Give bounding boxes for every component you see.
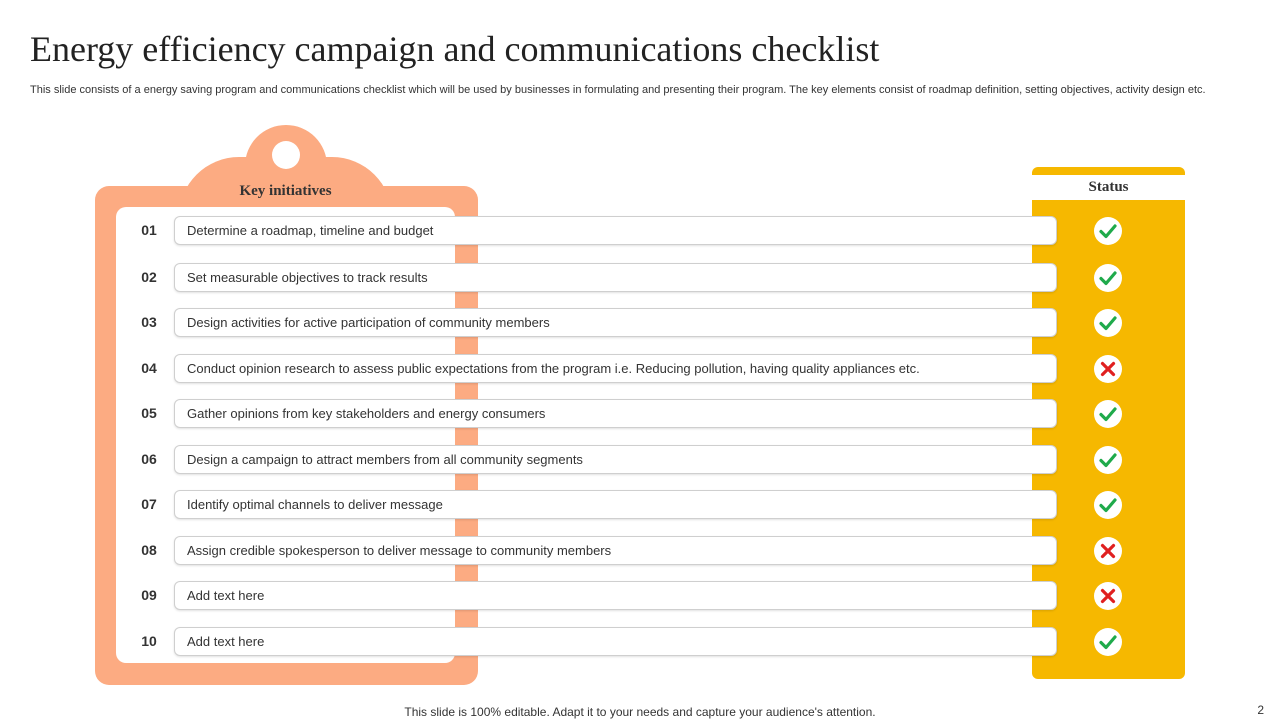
- checklist-item: Gather opinions from key stakeholders and energy consumers: [174, 399, 1057, 428]
- check-icon: [1094, 400, 1122, 428]
- row-number: 08: [141, 542, 157, 558]
- status-header: Status: [1032, 175, 1185, 200]
- checklist-item: Conduct opinion research to assess public expectations from the program i.e. Reducing pollution, having quality appliances etc.: [174, 354, 1057, 383]
- row-number: 03: [141, 314, 157, 330]
- row-number: 07: [141, 496, 157, 512]
- row-number: 06: [141, 451, 157, 467]
- checklist-item: Add text here: [174, 581, 1057, 610]
- page-subtitle: This slide consists of a energy saving program and communications checklist which will be used by businesses in formulating and presenting their program. The key elements consist of roadmap definition, setting objectives, activity design etc.: [30, 84, 1206, 96]
- page-number: 2: [1257, 703, 1264, 717]
- page-title: Energy efficiency campaign and communications checklist: [30, 29, 880, 69]
- checklist-item: Set measurable objectives to track results: [174, 263, 1057, 292]
- checklist-item: Design activities for active participation of community members: [174, 308, 1057, 337]
- checklist-item: Identify optimal channels to deliver message: [174, 490, 1057, 519]
- check-icon: [1094, 217, 1122, 245]
- row-number: 01: [141, 222, 157, 238]
- key-initiatives-label: Key initiatives: [239, 183, 332, 199]
- checklist-item: Assign credible spokesperson to deliver message to community members: [174, 536, 1057, 565]
- check-icon: [1094, 628, 1122, 656]
- checklist-item: Determine a roadmap, timeline and budget: [174, 216, 1057, 245]
- row-number: 02: [141, 269, 157, 285]
- cross-icon: [1094, 537, 1122, 565]
- row-number: 10: [141, 633, 157, 649]
- row-number: 09: [141, 587, 157, 603]
- check-icon: [1094, 309, 1122, 337]
- cross-icon: [1094, 355, 1122, 383]
- row-number: 04: [141, 360, 157, 376]
- check-icon: [1094, 491, 1122, 519]
- check-icon: [1094, 264, 1122, 292]
- row-number: 05: [141, 405, 157, 421]
- check-icon: [1094, 446, 1122, 474]
- footer-note: This slide is 100% editable. Adapt it to your needs and capture your audience's attention.: [404, 705, 876, 719]
- checklist-item: Design a campaign to attract members from all community segments: [174, 445, 1057, 474]
- cross-icon: [1094, 582, 1122, 610]
- checklist-item: Add text here: [174, 627, 1057, 656]
- clipboard-hole: [272, 141, 300, 169]
